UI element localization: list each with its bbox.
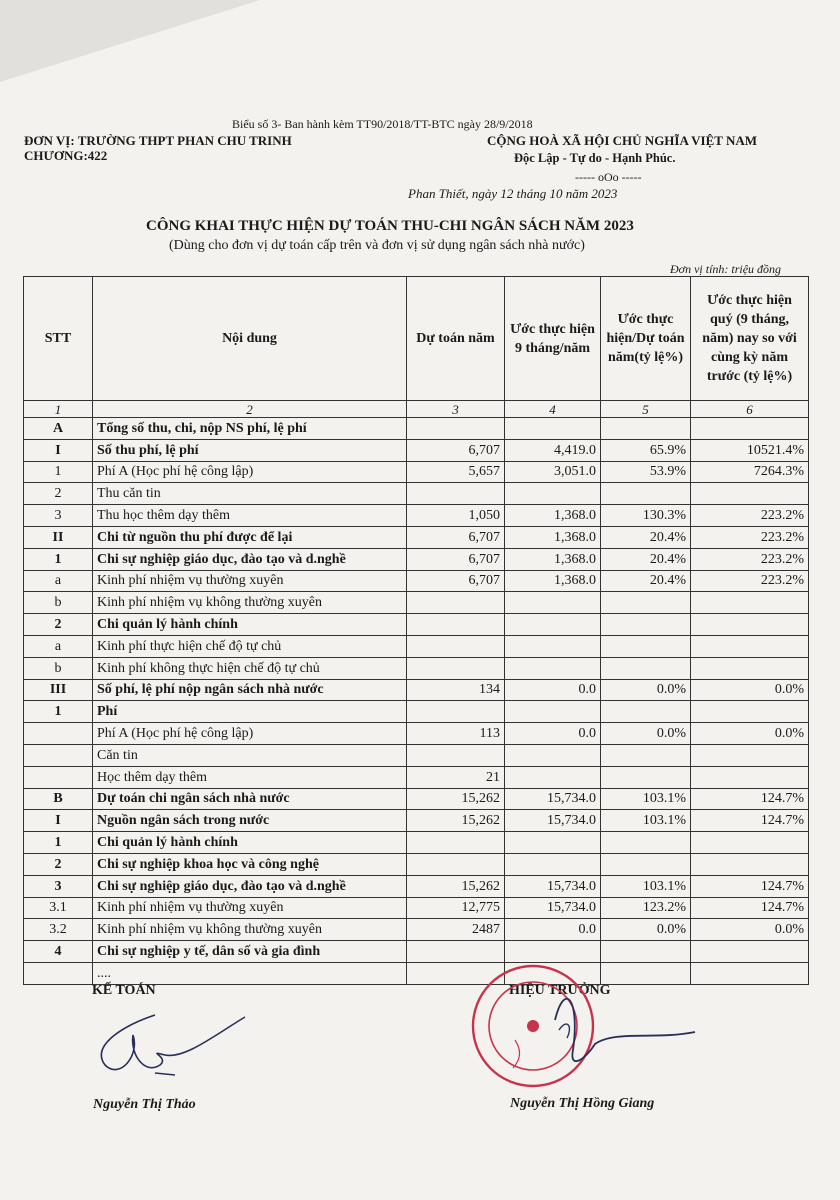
row-stt: 3.2 xyxy=(24,919,93,941)
row-ratio xyxy=(601,635,691,657)
row-stt xyxy=(24,723,93,745)
table-row xyxy=(24,810,809,832)
row-plan xyxy=(407,832,505,854)
row-yoy: 124.7% xyxy=(691,875,809,897)
table-row xyxy=(24,483,809,505)
row-estimate: 4,419.0 xyxy=(505,439,601,461)
row-ratio: 53.9% xyxy=(601,461,691,483)
row-content: Chi sự nghiệp giáo dục, đào tạo và d.nghề xyxy=(93,875,407,897)
row-stt: 1 xyxy=(24,548,93,570)
row-plan xyxy=(407,744,505,766)
table-row xyxy=(24,832,809,854)
row-yoy: 223.2% xyxy=(691,570,809,592)
accountant-signature xyxy=(85,995,265,1090)
row-content: Kinh phí nhiệm vụ thường xuyên xyxy=(93,570,407,592)
row-stt: III xyxy=(24,679,93,701)
row-plan: 15,262 xyxy=(407,875,505,897)
row-stt: 2 xyxy=(24,614,93,636)
row-estimate xyxy=(505,483,601,505)
row-stt: II xyxy=(24,526,93,548)
table-row xyxy=(24,592,809,614)
row-content: Phí xyxy=(93,701,407,723)
table-row xyxy=(24,679,809,701)
row-yoy xyxy=(691,832,809,854)
column-index-row xyxy=(24,401,809,418)
table-row xyxy=(24,723,809,745)
row-content: Số phí, lệ phí nộp ngân sách nhà nước xyxy=(93,679,407,701)
row-content: Chi từ nguồn thu phí được để lại xyxy=(93,526,407,548)
row-content: Phí A (Học phí hệ công lập) xyxy=(93,461,407,483)
chapter-code: CHƯƠNG:422 xyxy=(24,148,108,163)
row-content: Kinh phí nhiệm vụ thường xuyên xyxy=(93,897,407,919)
row-estimate: 15,734.0 xyxy=(505,788,601,810)
row-plan: 6,707 xyxy=(407,439,505,461)
row-yoy xyxy=(691,592,809,614)
row-ratio: 20.4% xyxy=(601,570,691,592)
column-index: 6 xyxy=(691,401,809,418)
table-row xyxy=(24,657,809,679)
row-content: Chi quản lý hành chính xyxy=(93,614,407,636)
row-yoy: 10521.4% xyxy=(691,439,809,461)
row-estimate xyxy=(505,614,601,636)
row-yoy xyxy=(691,941,809,963)
page-fold xyxy=(0,0,260,82)
ornament-divider: ----- oOo ----- xyxy=(575,170,642,184)
table-header-row xyxy=(24,277,809,401)
row-content: Chi sự nghiệp khoa học và công nghệ xyxy=(93,853,407,875)
row-yoy xyxy=(691,418,809,440)
row-estimate: 0.0 xyxy=(505,919,601,941)
row-plan xyxy=(407,483,505,505)
row-estimate: 1,368.0 xyxy=(505,570,601,592)
accountant-name: Nguyễn Thị Thảo xyxy=(93,1097,196,1112)
principal-name: Nguyễn Thị Hồng Giang xyxy=(510,1096,655,1111)
row-stt: A xyxy=(24,418,93,440)
column-header: Ước thực hiện/Dự toán năm(tỷ lệ%) xyxy=(601,277,691,401)
row-yoy xyxy=(691,701,809,723)
row-estimate xyxy=(505,592,601,614)
column-index: 2 xyxy=(93,401,407,418)
row-content: Kinh phí nhiệm vụ không thường xuyên xyxy=(93,592,407,614)
table-row xyxy=(24,788,809,810)
column-index: 3 xyxy=(407,401,505,418)
row-stt: 1 xyxy=(24,832,93,854)
table-row xyxy=(24,439,809,461)
column-header: Ước thực hiện quý (9 tháng, năm) nay so với cùng kỳ năm trước (tỷ lệ%) xyxy=(691,277,809,401)
row-plan xyxy=(407,657,505,679)
row-yoy: 0.0% xyxy=(691,723,809,745)
row-ratio: 0.0% xyxy=(601,919,691,941)
document-subtitle: (Dùng cho đơn vị dự toán cấp trên và đơn vị sử dụng ngân sách nhà nước) xyxy=(169,238,585,253)
table-row xyxy=(24,701,809,723)
table-row xyxy=(24,614,809,636)
row-estimate: 1,368.0 xyxy=(505,526,601,548)
row-stt: a xyxy=(24,570,93,592)
row-stt: 3 xyxy=(24,875,93,897)
row-yoy xyxy=(691,744,809,766)
row-plan: 134 xyxy=(407,679,505,701)
table-row xyxy=(24,570,809,592)
row-estimate: 0.0 xyxy=(505,679,601,701)
row-stt: I xyxy=(24,439,93,461)
column-header: Ước thực hiện 9 tháng/năm xyxy=(505,277,601,401)
official-stamp xyxy=(455,960,705,1095)
row-stt: b xyxy=(24,657,93,679)
row-content: Chi quản lý hành chính xyxy=(93,832,407,854)
row-ratio xyxy=(601,832,691,854)
row-plan: 2487 xyxy=(407,919,505,941)
row-ratio xyxy=(601,853,691,875)
form-reference: Biểu số 3- Ban hành kèm TT90/2018/TT-BTC ngày 28/9/2018 xyxy=(232,117,533,131)
table-row xyxy=(24,526,809,548)
row-yoy: 223.2% xyxy=(691,548,809,570)
row-estimate: 1,368.0 xyxy=(505,505,601,527)
row-estimate: 15,734.0 xyxy=(505,897,601,919)
row-plan: 15,262 xyxy=(407,788,505,810)
row-ratio xyxy=(601,483,691,505)
row-estimate xyxy=(505,657,601,679)
row-plan xyxy=(407,701,505,723)
row-estimate xyxy=(505,701,601,723)
table-row xyxy=(24,853,809,875)
row-content: .... xyxy=(93,962,407,984)
row-yoy xyxy=(691,853,809,875)
table-row xyxy=(24,548,809,570)
column-index: 1 xyxy=(24,401,93,418)
row-estimate xyxy=(505,832,601,854)
table-row xyxy=(24,875,809,897)
row-yoy: 124.7% xyxy=(691,788,809,810)
row-stt: 3 xyxy=(24,505,93,527)
row-content: Nguồn ngân sách trong nước xyxy=(93,810,407,832)
row-yoy xyxy=(691,635,809,657)
row-plan xyxy=(407,635,505,657)
document-title: CÔNG KHAI THỰC HIỆN DỰ TOÁN THU-CHI NGÂN SÁCH NĂM 2023 xyxy=(146,218,634,234)
row-yoy: 223.2% xyxy=(691,526,809,548)
row-yoy: 0.0% xyxy=(691,919,809,941)
row-plan xyxy=(407,853,505,875)
principal-title: HIỆU TRƯỞNG xyxy=(509,983,611,998)
row-stt: b xyxy=(24,592,93,614)
accountant-title: KẾ TOÁN xyxy=(92,983,156,998)
row-content: Phí A (Học phí hệ công lập) xyxy=(93,723,407,745)
row-yoy xyxy=(691,766,809,788)
row-yoy xyxy=(691,483,809,505)
place-date: Phan Thiết, ngày 12 tháng 10 năm 2023 xyxy=(408,186,618,201)
unit-name: ĐƠN VỊ: TRƯỜNG THPT PHAN CHU TRINH xyxy=(24,133,292,148)
row-plan xyxy=(407,592,505,614)
row-ratio: 20.4% xyxy=(601,548,691,570)
row-stt: 1 xyxy=(24,701,93,723)
row-content: Học thêm dạy thêm xyxy=(93,766,407,788)
row-ratio xyxy=(601,592,691,614)
row-estimate xyxy=(505,418,601,440)
row-stt xyxy=(24,962,93,984)
row-yoy: 0.0% xyxy=(691,679,809,701)
row-stt: 2 xyxy=(24,853,93,875)
row-ratio xyxy=(601,418,691,440)
row-content: Kinh phí nhiệm vụ không thường xuyên xyxy=(93,919,407,941)
row-content: Tổng số thu, chi, nộp NS phí, lệ phí xyxy=(93,418,407,440)
row-estimate xyxy=(505,766,601,788)
table-row xyxy=(24,897,809,919)
row-content: Chi sự nghiệp y tế, dân số và gia đình xyxy=(93,941,407,963)
row-estimate xyxy=(505,635,601,657)
republic-heading: CỘNG HOÀ XÃ HỘI CHỦ NGHĨA VIỆT NAM xyxy=(487,133,758,148)
row-yoy xyxy=(691,962,809,984)
row-plan: 6,707 xyxy=(407,526,505,548)
table-row xyxy=(24,505,809,527)
table-row xyxy=(24,635,809,657)
row-stt: 2 xyxy=(24,483,93,505)
row-content: Thu căn tin xyxy=(93,483,407,505)
row-ratio: 130.3% xyxy=(601,505,691,527)
row-plan: 12,775 xyxy=(407,897,505,919)
row-content: Kinh phí không thực hiện chế độ tự chủ xyxy=(93,657,407,679)
table-row xyxy=(24,919,809,941)
column-header: Nội dung xyxy=(93,277,407,401)
row-estimate xyxy=(505,744,601,766)
row-ratio: 65.9% xyxy=(601,439,691,461)
column-index: 5 xyxy=(601,401,691,418)
row-stt: B xyxy=(24,788,93,810)
row-content: Kinh phí thực hiện chế độ tự chủ xyxy=(93,635,407,657)
row-yoy: 7264.3% xyxy=(691,461,809,483)
column-header: Dự toán năm xyxy=(407,277,505,401)
row-plan: 5,657 xyxy=(407,461,505,483)
row-yoy xyxy=(691,657,809,679)
row-estimate: 1,368.0 xyxy=(505,548,601,570)
row-yoy: 223.2% xyxy=(691,505,809,527)
row-stt: 4 xyxy=(24,941,93,963)
row-ratio: 123.2% xyxy=(601,897,691,919)
row-ratio: 103.1% xyxy=(601,875,691,897)
row-content: Số thu phí, lệ phí xyxy=(93,439,407,461)
row-content: Căn tin xyxy=(93,744,407,766)
row-plan: 6,707 xyxy=(407,548,505,570)
row-plan: 15,262 xyxy=(407,810,505,832)
row-plan xyxy=(407,418,505,440)
row-estimate: 15,734.0 xyxy=(505,875,601,897)
national-motto: Độc Lập - Tự do - Hạnh Phúc. xyxy=(514,151,676,165)
row-plan: 113 xyxy=(407,723,505,745)
row-content: Thu học thêm dạy thêm xyxy=(93,505,407,527)
row-plan: 1,050 xyxy=(407,505,505,527)
row-stt: a xyxy=(24,635,93,657)
row-content: Dự toán chi ngân sách nhà nước xyxy=(93,788,407,810)
budget-table xyxy=(23,276,809,985)
row-plan xyxy=(407,614,505,636)
row-estimate: 0.0 xyxy=(505,723,601,745)
table-row xyxy=(24,418,809,440)
column-header: STT xyxy=(24,277,93,401)
row-yoy: 124.7% xyxy=(691,810,809,832)
row-ratio: 103.1% xyxy=(601,810,691,832)
table-row xyxy=(24,461,809,483)
row-estimate xyxy=(505,853,601,875)
row-ratio xyxy=(601,766,691,788)
row-ratio xyxy=(601,657,691,679)
row-ratio: 103.1% xyxy=(601,788,691,810)
row-plan: 6,707 xyxy=(407,570,505,592)
row-stt: 3.1 xyxy=(24,897,93,919)
table-row xyxy=(24,766,809,788)
row-ratio: 0.0% xyxy=(601,679,691,701)
row-ratio xyxy=(601,701,691,723)
row-stt: 1 xyxy=(24,461,93,483)
row-ratio xyxy=(601,614,691,636)
row-content: Chi sự nghiệp giáo dục, đào tạo và d.nghề xyxy=(93,548,407,570)
table-row xyxy=(24,744,809,766)
row-ratio: 0.0% xyxy=(601,723,691,745)
row-ratio: 20.4% xyxy=(601,526,691,548)
row-yoy: 124.7% xyxy=(691,897,809,919)
row-ratio xyxy=(601,744,691,766)
row-stt: I xyxy=(24,810,93,832)
row-plan: 21 xyxy=(407,766,505,788)
row-stt xyxy=(24,766,93,788)
column-index: 4 xyxy=(505,401,601,418)
row-estimate: 3,051.0 xyxy=(505,461,601,483)
row-stt xyxy=(24,744,93,766)
row-estimate: 15,734.0 xyxy=(505,810,601,832)
row-yoy xyxy=(691,614,809,636)
currency-unit-label: Đơn vị tính: triệu đồng xyxy=(670,262,782,276)
